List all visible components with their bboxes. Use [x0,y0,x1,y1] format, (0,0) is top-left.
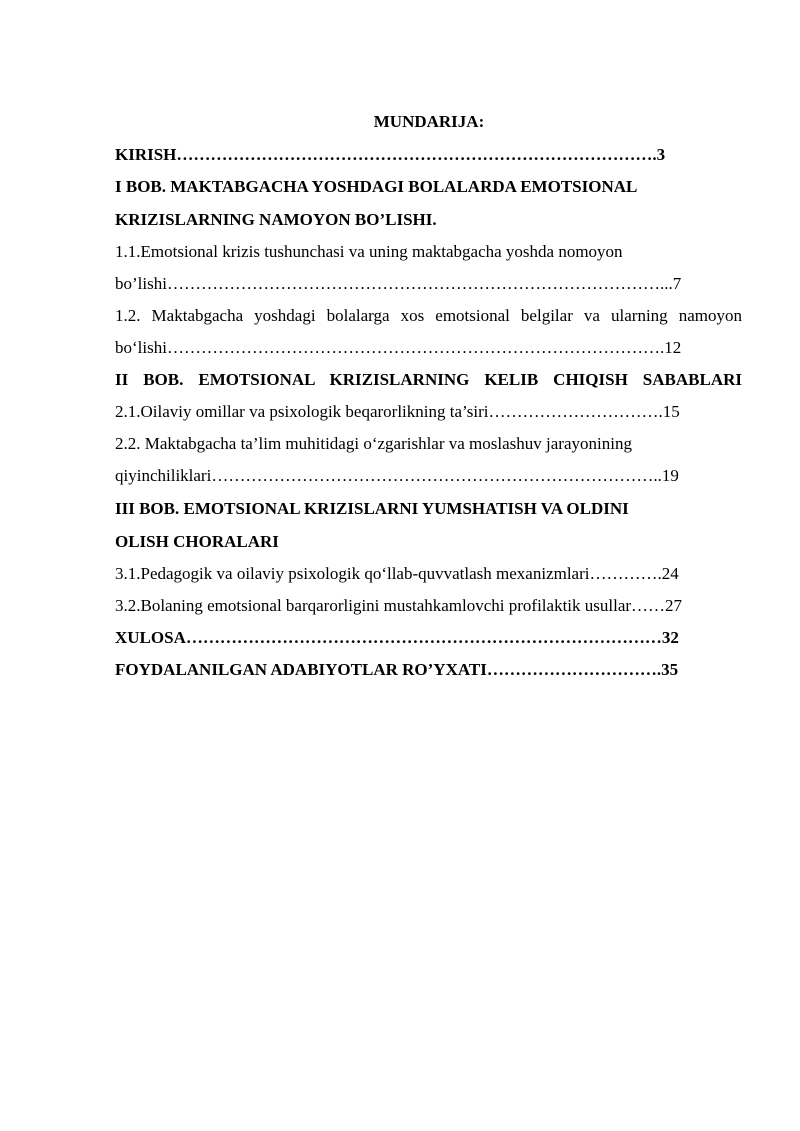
toc-chapter-2: II BOB. EMOTSIONAL KRIZISLARNING KELIB CHIQISH SABABLARI [115,370,742,389]
toc-chapter-1-line-2: KRIZISLARNING NAMOYON BO’LISHI. [115,210,437,229]
toc-chapter-3-line-2: OLISH CHORALARI [115,532,279,551]
toc-chapter-1-line-1: I BOB. MAKTABGACHA YOSHDAGI BOLALARDA EMOTSIONAL [115,177,638,196]
toc-chapter-3-line-1: III BOB. EMOTSIONAL KRIZISLARNI YUMSHATISH VA OLDINI [115,499,629,518]
toc-entry-xulosa: XULOSA…………………………………………………………………………32 [115,628,679,647]
toc-section-2-2-line-1: 2.2. Maktabgacha ta’lim muhitidagi o‘zgarishlar va moslashuv jarayonining [115,434,632,453]
page-title: MUNDARIJA: [373,112,485,131]
toc-section-1-1-line-1: 1.1.Emotsional krizis tushunchasi va uning maktabgacha yoshda nomoyon [115,242,623,261]
toc-entry-adabiyotlar: FOYDALANILGAN ADABIYOTLAR RO’YXATI………………………….35 [115,660,679,679]
toc-section-1-2-line-1: 1.2. Maktabgacha yoshdagi bolalarga xos emotsional belgilar va ularning namoyon [115,306,742,325]
toc-section-2-2-line-2: qiyinchiliklari……………………………………………………………………..19 [115,466,679,485]
toc-section-1-1-line-2: bo’lishi……………………………………………………………………………...7 [115,274,682,293]
toc-section-2-1: 2.1.Oilaviy omillar va psixologik beqarorlikning ta’siri………………………….15 [115,402,680,421]
toc-section-3-1: 3.1.Pedagogik va oilaviy psixologik qo‘llab-quvvatlash mexanizmlari………….24 [115,564,679,583]
toc-section-3-2: 3.2.Bolaning emotsional barqarorligini mustahkamlovchi profilaktik usullar……27 [115,596,683,615]
toc-section-1-2-line-2: bo‘lishi…………………………………………………………………………….12 [115,338,682,357]
toc-entry-kirish: KIRISH………………………………………………………………………….3 [115,145,666,164]
